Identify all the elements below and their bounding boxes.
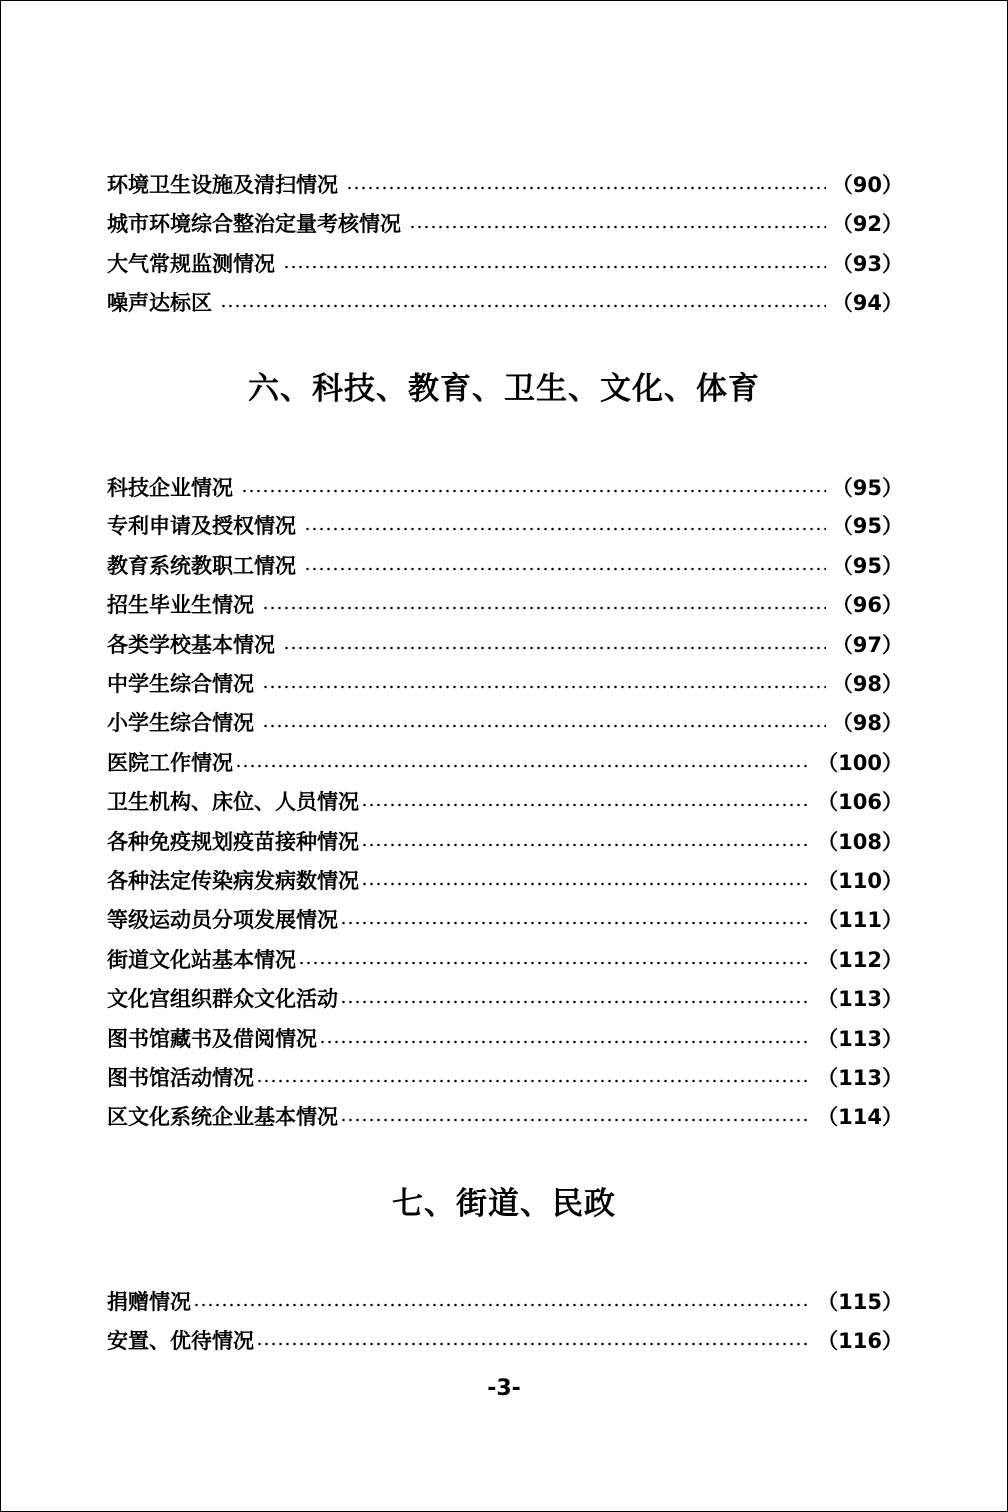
toc-entry[interactable] [107, 1287, 903, 1317]
toc-entry-page: （114） [817, 1105, 903, 1129]
dot-leader [193, 1303, 811, 1307]
dot-leader [298, 961, 811, 965]
toc-entry-page: （100） [817, 751, 903, 775]
toc-entry[interactable] [107, 590, 903, 620]
toc-entry[interactable] [107, 669, 903, 699]
toc-entry[interactable] [107, 748, 903, 778]
toc-entry-title: 各种法定传染病发病数情况 [107, 869, 359, 893]
toc-entry[interactable] [107, 1063, 903, 1093]
dot-leader [283, 646, 826, 650]
toc-entry[interactable] [107, 827, 903, 857]
dot-leader [361, 843, 811, 847]
toc-entry-title: 安置、优待情况 [107, 1329, 254, 1353]
dot-leader [346, 186, 826, 190]
section-heading: 七、街道、民政 [392, 1186, 616, 1222]
toc-entry-title: 中学生综合情况 [107, 672, 254, 696]
toc-entry-page: （92） [831, 212, 903, 236]
toc-entry-title: 噪声达标区 [107, 291, 212, 315]
dot-leader [409, 225, 826, 229]
page-number: -3- [487, 1376, 521, 1401]
toc-entry-title: 招生毕业生情况 [107, 593, 254, 617]
toc-entry-title: 医院工作情况 [107, 751, 233, 775]
toc-entry-page: （94） [831, 291, 903, 315]
toc-entry[interactable] [107, 945, 903, 975]
dot-leader [340, 1000, 811, 1004]
dot-leader [340, 921, 811, 925]
toc-entry[interactable] [107, 551, 903, 581]
toc-entry-title: 环境卫生设施及清扫情况 [107, 173, 338, 197]
toc-entry[interactable] [107, 473, 903, 503]
toc-entry[interactable] [107, 249, 903, 279]
dot-leader [241, 489, 826, 493]
toc-entry-title: 各种免疫规划疫苗接种情况 [107, 830, 359, 854]
dot-leader [283, 265, 826, 269]
toc-entry-page: （112） [817, 948, 903, 972]
toc-entry-page: （106） [817, 790, 903, 814]
dot-leader [256, 1079, 811, 1083]
dot-leader [262, 724, 826, 728]
toc-entry[interactable] [107, 984, 903, 1014]
toc-entry-title: 等级运动员分项发展情况 [107, 908, 338, 932]
toc-entry[interactable] [107, 630, 903, 660]
toc-entry[interactable] [107, 288, 903, 318]
dot-leader [256, 1342, 811, 1346]
toc-entry-title: 卫生机构、床位、人员情况 [107, 790, 359, 814]
dot-leader [304, 527, 826, 531]
toc-entry[interactable] [107, 209, 903, 239]
toc-entry-title: 图书馆活动情况 [107, 1066, 254, 1090]
toc-entry-page: （95） [831, 554, 903, 578]
toc-entry-page: （108） [817, 830, 903, 854]
toc-entry-page: （113） [817, 1066, 903, 1090]
toc-entry-page: （95） [831, 514, 903, 538]
toc-entry-page: （98） [831, 711, 903, 735]
toc-entry-title: 区文化系统企业基本情况 [107, 1105, 338, 1129]
toc-entry[interactable] [107, 170, 903, 200]
toc-entry-page: （97） [831, 633, 903, 657]
toc-entry-title: 城市环境综合整治定量考核情况 [107, 212, 401, 236]
toc-entry-page: （96） [831, 593, 903, 617]
dot-leader [340, 1118, 811, 1122]
toc-entry-page: （90） [831, 173, 903, 197]
toc-entry[interactable] [107, 866, 903, 896]
toc-entry-page: （110） [817, 869, 903, 893]
toc-entry-title: 街道文化站基本情况 [107, 948, 296, 972]
toc-entry[interactable] [107, 1024, 903, 1054]
dot-leader [319, 1040, 811, 1044]
dot-leader [262, 606, 826, 610]
dot-leader [220, 304, 826, 308]
dot-leader [361, 882, 811, 886]
toc-entry[interactable] [107, 1326, 903, 1356]
toc-entry-title: 教育系统教职工情况 [107, 554, 296, 578]
toc-entry-page: （98） [831, 672, 903, 696]
toc-entry-title: 各类学校基本情况 [107, 633, 275, 657]
section-heading: 六、科技、教育、卫生、文化、体育 [248, 371, 760, 407]
toc-entry[interactable] [107, 708, 903, 738]
toc-entry-page: （93） [831, 252, 903, 276]
toc-entry-title: 文化宫组织群众文化活动 [107, 987, 338, 1011]
toc-entry-title: 图书馆藏书及借阅情况 [107, 1027, 317, 1051]
toc-entry-page: （115） [817, 1290, 903, 1314]
dot-leader [361, 803, 811, 807]
toc-entry-title: 捐赠情况 [107, 1290, 191, 1314]
dot-leader [235, 764, 811, 768]
toc-entry[interactable] [107, 787, 903, 817]
toc-entry-title: 专利申请及授权情况 [107, 514, 296, 538]
toc-entry-title: 大气常规监测情况 [107, 252, 275, 276]
toc-entry-page: （95） [831, 476, 903, 500]
toc-entry[interactable] [107, 905, 903, 935]
toc-entry-page: （113） [817, 987, 903, 1011]
toc-entry-page: （116） [817, 1329, 903, 1353]
toc-entry[interactable] [107, 511, 903, 541]
toc-entry-title: 科技企业情况 [107, 476, 233, 500]
toc-entry-title: 小学生综合情况 [107, 711, 254, 735]
dot-leader [262, 685, 826, 689]
dot-leader [304, 567, 826, 571]
toc-entry[interactable] [107, 1102, 903, 1132]
toc-entry-page: （111） [817, 908, 903, 932]
toc-entry-page: （113） [817, 1027, 903, 1051]
